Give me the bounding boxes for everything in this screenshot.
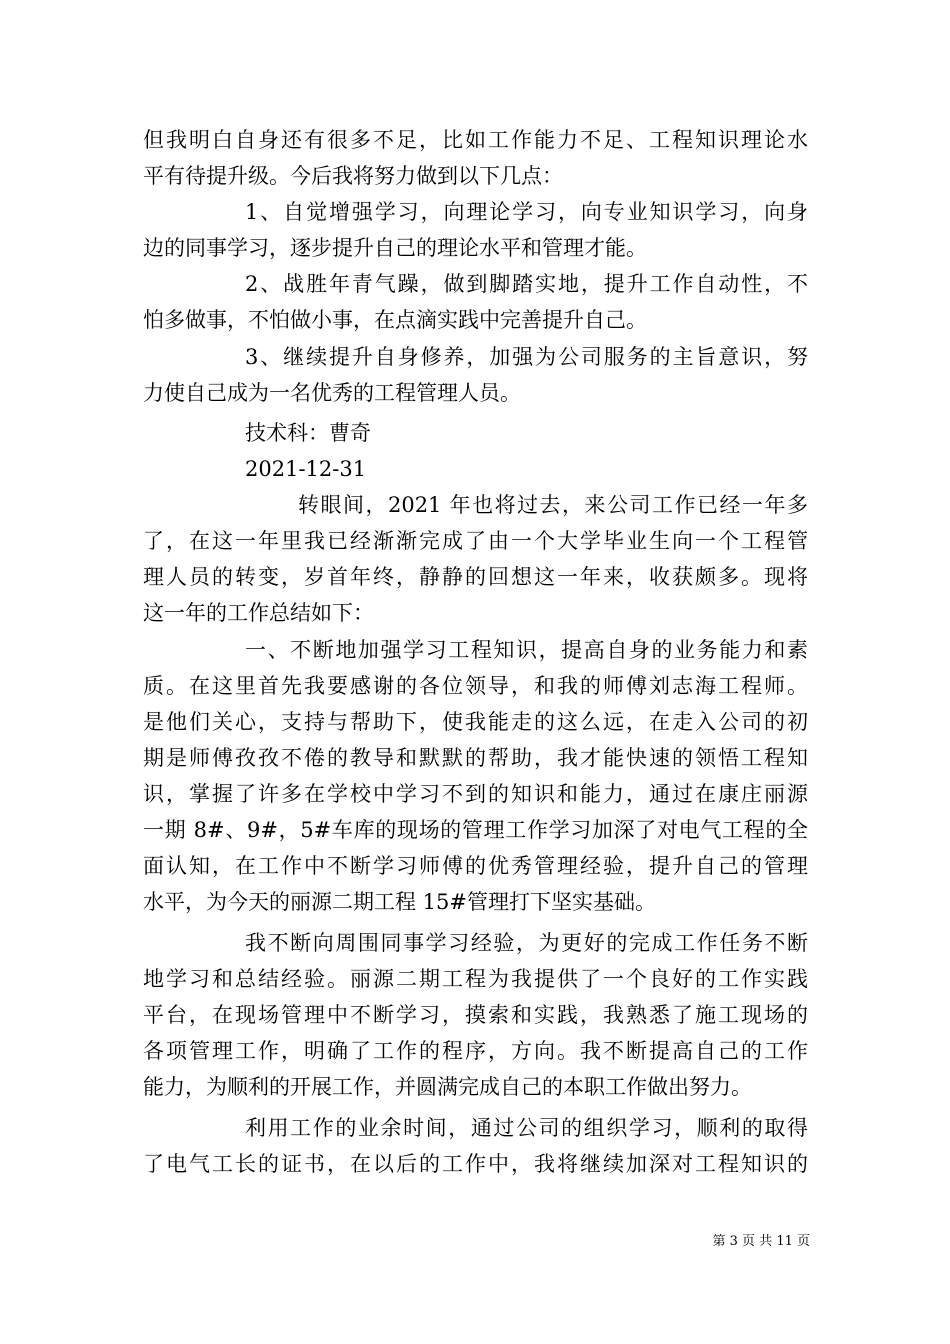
- text-line-17: 是他们关心，支持与帮助下，使我能走的这么远，在走入公司的初: [143, 710, 808, 734]
- text-line-6: 怕多做事，不怕做小事，在点滴实践中完善提升自己。: [143, 308, 647, 332]
- text-line-3: 1、自觉增强学习，向理论学习，向专业知识学习，向身: [245, 200, 808, 224]
- text-line-1: 但我明白自身还有很多不足，比如工作能力不足、工程知识理论水: [143, 128, 808, 152]
- text-line-11: 转眼间，2021 年也将过去，来公司工作已经一年多: [298, 493, 808, 517]
- page-number-footer: 第 3 页 共 11 页: [712, 1234, 810, 1249]
- text-line-25: 平台，在现场管理中不断学习，摸索和实践，我熟悉了施工现场的: [143, 1003, 808, 1027]
- text-line-4: 边的同事学习，逐步提升自己的理论水平和管理才能。: [143, 236, 647, 260]
- text-line-24: 地学习和总结经验。丽源二期工程为我提供了一个良好的工作实践: [143, 967, 808, 991]
- signature-date: 2021-12-31: [245, 457, 367, 481]
- text-line-28: 利用工作的业余时间，通过公司的组织学习，顺利的取得: [245, 1116, 808, 1140]
- text-line-20: 一期 8#、9#，5#车库的现场的管理工作学习加深了对电气工程的全: [143, 818, 808, 842]
- text-line-26: 各项管理工作，明确了工作的程序，方向。我不断提高自己的工作: [143, 1039, 808, 1063]
- text-line-15: 一、不断地加强学习工程知识，提高自身的业务能力和素: [245, 638, 808, 662]
- text-line-8: 力使自己成为一名优秀的工程管理人员。: [143, 381, 521, 405]
- text-line-23: 我不断向周围同事学习经验，为更好的完成工作任务不断: [245, 931, 808, 955]
- text-line-13: 理人员的转变，岁首年终，静静的回想这一年来，收获颇多。现将: [143, 565, 808, 589]
- text-line-16: 质。在这里首先我要感谢的各位领导，和我的师傅刘志海工程师。: [143, 674, 808, 698]
- text-line-5: 2、战胜年青气躁，做到脚踏实地，提升工作自动性，不: [245, 272, 808, 296]
- text-line-7: 3、继续提升自身修养，加强为公司服务的主旨意识，努: [245, 345, 808, 369]
- text-line-29: 了电气工长的证书，在以后的工作中，我将继续加深对工程知识的: [143, 1152, 808, 1176]
- text-line-18: 期是师傅孜孜不倦的教导和默默的帮助，我才能快速的领悟工程知: [143, 746, 808, 770]
- text-line-27: 能力，为顺利的开展工作，并圆满完成自己的本职工作做出努力。: [143, 1075, 752, 1099]
- text-line-21: 面认知，在工作中不断学习师傅的优秀管理经验，提升自己的管理: [143, 854, 808, 878]
- text-line-22: 水平，为今天的丽源二期工程 15#管理打下坚实基础。: [143, 890, 656, 914]
- text-line-2: 平有待提升级。今后我将努力做到以下几点：: [143, 164, 563, 188]
- signature-department: 技术科：曹奇: [245, 421, 371, 445]
- text-line-14: 这一年的工作总结如下：: [143, 601, 374, 625]
- text-line-19: 识，掌握了许多在学校中学习不到的知识和能力，通过在康庄丽源: [143, 782, 808, 806]
- text-line-12: 了，在这一年里我已经渐渐完成了由一个大学毕业生向一个工程管: [143, 529, 808, 553]
